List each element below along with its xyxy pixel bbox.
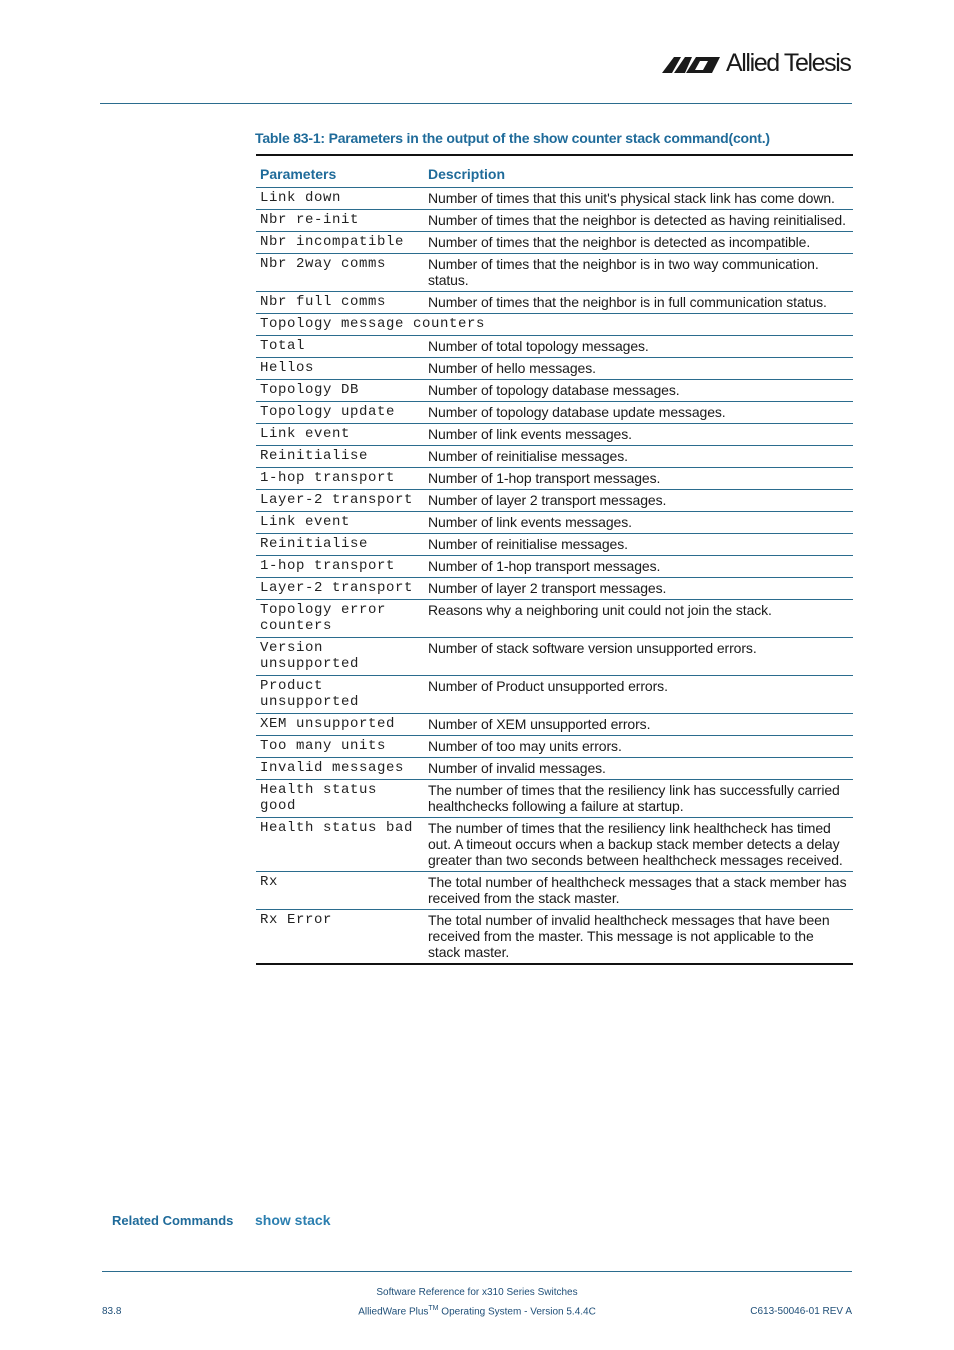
brand-name: Allied Telesis — [726, 49, 851, 77]
parameter-cell: Rx Error — [260, 912, 333, 928]
parameter-cell: Total — [256, 336, 424, 358]
table-row — [256, 578, 853, 600]
parameter-cell: Rx — [256, 872, 424, 910]
description-cell: Reasons why a neighboring unit could not join the stack. — [424, 600, 853, 638]
table-row — [256, 638, 853, 676]
table-row — [256, 292, 853, 314]
parameter-cell: XEM unsupported — [256, 714, 424, 736]
description-cell: Number of too may units errors. — [424, 736, 853, 758]
parameter-cell: Link event — [256, 424, 424, 446]
parameter-cell: 1-hop transport — [256, 556, 424, 578]
description-cell: The number of times that the resiliency link healthcheck has timed out. A timeout occurs when a backup stack member detects a delay greater than two seconds between healthcheck messages received. — [424, 818, 853, 872]
description-cell: Number of reinitialise messages. — [424, 446, 853, 468]
table-row — [256, 232, 853, 254]
table-row — [256, 714, 853, 736]
description-cell: Number of times that the neighbor is detected as having reinitialised. — [424, 210, 853, 232]
header-rule — [100, 103, 852, 104]
parameter-cell: Too many units — [256, 736, 424, 758]
description-cell: Number of invalid messages. — [424, 758, 853, 780]
allied-telesis-logo — [660, 50, 855, 80]
description-cell: Number of hello messages. — [424, 358, 853, 380]
description-cell: The number of times that the resiliency link has successfully carried healthchecks following a failure at startup. — [424, 780, 853, 818]
parameter-cell: Version unsupported — [256, 638, 424, 676]
section-header-cell: Topology message counters — [256, 314, 853, 336]
related-commands-label: Related Commands — [112, 1213, 234, 1228]
table-row — [256, 468, 853, 490]
parameter-cell: Nbr re-init — [256, 210, 424, 232]
table-row — [256, 758, 853, 780]
allied-telesis-logo-mark — [660, 50, 724, 80]
table-row — [256, 424, 853, 446]
parameter-cell: Topology DB — [256, 380, 424, 402]
table-row — [256, 336, 853, 358]
column-header-description: Description — [424, 155, 853, 188]
parameter-cell: Topology error counters — [256, 600, 424, 638]
description-cell: Number of reinitialise messages. — [424, 534, 853, 556]
description-cell: Number of XEM unsupported errors. — [424, 714, 853, 736]
parameter-cell: Layer-2 transport — [256, 490, 424, 512]
description-cell: Number of times that the neighbor is in full communication status. — [424, 292, 853, 314]
description-cell: Number of layer 2 transport messages. — [424, 490, 853, 512]
column-header-parameters: Parameters — [256, 155, 424, 188]
table-row — [256, 818, 853, 872]
description-cell: Number of layer 2 transport messages. — [424, 578, 853, 600]
description-cell: Number of topology database messages. — [424, 380, 853, 402]
table-header-row — [256, 155, 853, 188]
table-row — [256, 446, 853, 468]
table-row — [256, 872, 853, 910]
parameters-table — [256, 154, 853, 965]
table-row — [256, 490, 853, 512]
table-row — [256, 910, 853, 965]
parameter-cell: Reinitialise — [256, 446, 424, 468]
table-row — [256, 210, 853, 232]
table-row — [256, 254, 853, 292]
table-row — [256, 358, 853, 380]
parameter-cell: Layer-2 transport — [256, 578, 424, 600]
description-cell: Number of 1-hop transport messages. — [424, 556, 853, 578]
footer-rule — [102, 1271, 852, 1272]
footer-product-line: Software Reference for x310 Series Switches — [376, 1287, 578, 1298]
table-row — [256, 512, 853, 534]
footer-os-line — [300, 1305, 654, 1317]
parameter-cell: Link event — [256, 512, 424, 534]
description-cell: Number of stack software version unsupported errors. — [424, 638, 853, 676]
parameter-cell: Invalid messages — [256, 758, 424, 780]
table-row — [256, 600, 853, 638]
description-cell: Number of topology database update messages. — [424, 402, 853, 424]
description-cell: Number of Product unsupported errors. — [424, 676, 853, 714]
description-cell: Number of link events messages. — [424, 424, 853, 446]
parameter-cell: Health status good — [256, 780, 424, 818]
parameter-cell: Nbr incompatible — [256, 232, 424, 254]
parameter-cell: Health status bad — [256, 818, 424, 872]
description-cell: Number of link events messages. — [424, 512, 853, 534]
parameters-table-container — [256, 154, 853, 965]
description-cell: Number of 1-hop transport messages. — [424, 468, 853, 490]
trademark-mark: TM — [428, 1305, 439, 1312]
description-cell: The total number of invalid healthcheck messages that have been received from the master. This message is not applicable to the stack master. — [428, 912, 830, 960]
description-cell: Number of times that the neighbor is in two way communication. status. — [424, 254, 853, 292]
document-code: C613-50046-01 REV A — [750, 1306, 852, 1317]
description-cell: Number of times that this unit's physical stack link has come down. — [424, 188, 853, 210]
parameter-cell: Link down — [256, 188, 424, 210]
table-row — [256, 736, 853, 758]
parameter-cell: 1-hop transport — [256, 468, 424, 490]
parameter-cell: Reinitialise — [256, 534, 424, 556]
table-row — [256, 380, 853, 402]
table-body — [256, 188, 853, 965]
parameter-cell: Nbr 2way comms — [256, 254, 424, 292]
table-row — [256, 534, 853, 556]
parameter-cell: Product unsupported — [256, 676, 424, 714]
show-stack-link[interactable]: show stack — [255, 1212, 331, 1228]
parameter-cell: Nbr full comms — [256, 292, 424, 314]
table-title: Table 83-1: Parameters in the output of the show counter stack command(cont.) — [255, 130, 770, 146]
description-cell: Number of total topology messages. — [424, 336, 853, 358]
parameter-cell: Hellos — [256, 358, 424, 380]
table-row — [256, 556, 853, 578]
table-row — [256, 188, 853, 210]
table-row — [256, 676, 853, 714]
description-cell: Number of times that the neighbor is detected as incompatible. — [424, 232, 853, 254]
table-row — [256, 780, 853, 818]
footer-os-name: AlliedWare Plus — [358, 1306, 429, 1318]
footer-os-version: Operating System - Version 5.4.4C — [438, 1306, 596, 1318]
parameter-cell: Topology update — [256, 402, 424, 424]
page-number: 83.8 — [102, 1306, 122, 1317]
table-row — [256, 402, 853, 424]
description-cell: The total number of healthcheck messages that a stack member has received from the stack master. — [424, 872, 853, 910]
table-row — [256, 314, 853, 336]
